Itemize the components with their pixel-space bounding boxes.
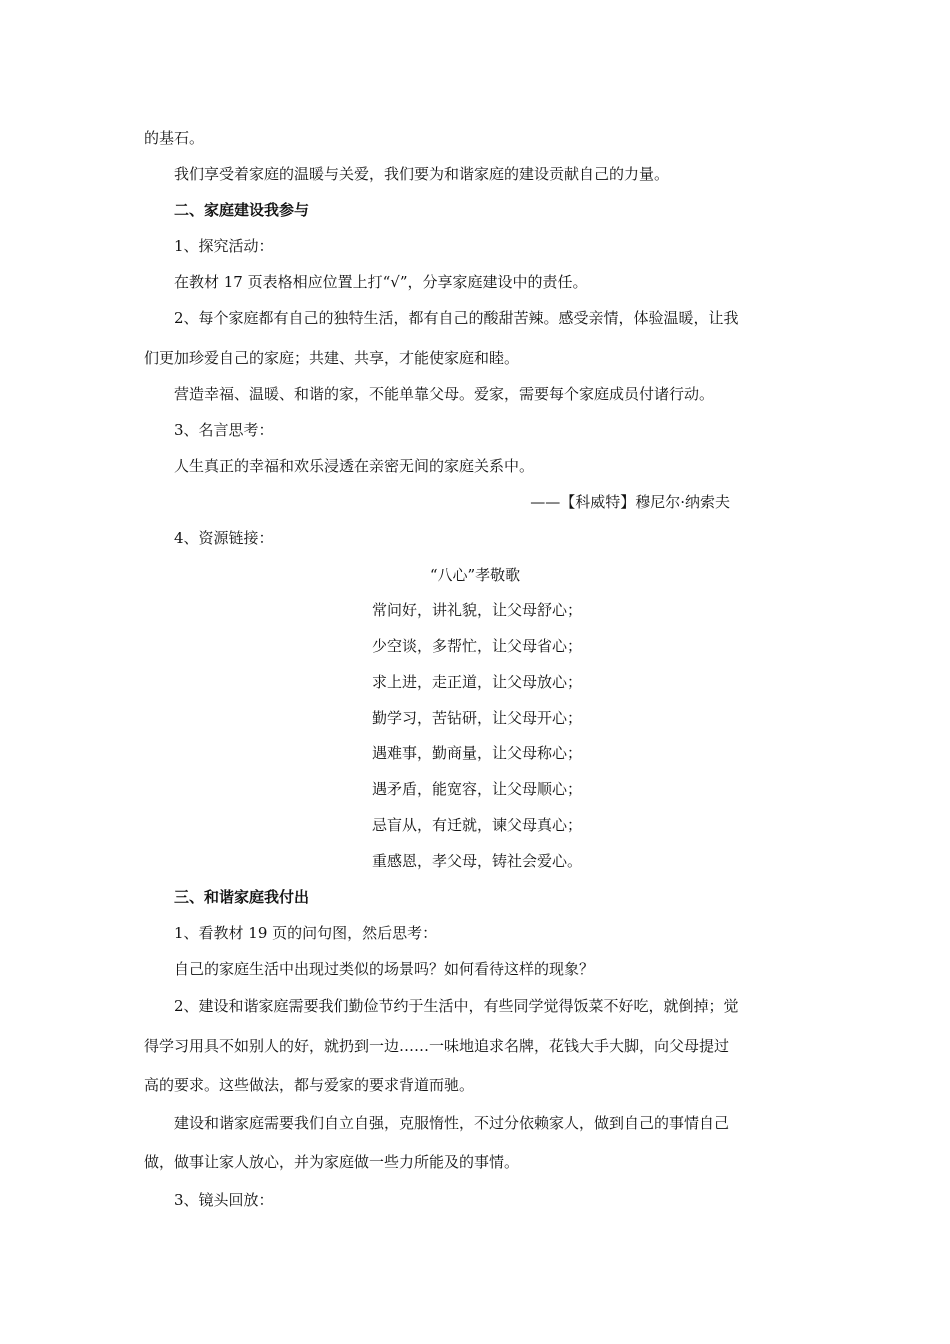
- poem-line: 常问好，讲礼貌，让父母舒心；: [372, 601, 583, 619]
- text-line: 在教材 17 页表格相应位置上打“√”，分享家庭建设中的责任。: [174, 273, 588, 291]
- text-line: 们更加珍爱自己的家庭；共建、共享，才能使家庭和睦。: [144, 349, 520, 367]
- text-line: 4、资源链接：: [174, 529, 274, 547]
- text-line: 的基石。: [144, 129, 205, 147]
- quote-line: 人生真正的幸福和欢乐浸透在亲密无间的家庭关系中。: [174, 457, 535, 475]
- text-line: 做，做事让家人放心，并为家庭做一些力所能及的事情。: [144, 1153, 520, 1171]
- text-line: 1、看教材 19 页的问句图，然后思考：: [174, 924, 438, 942]
- section-heading: 二、家庭建设我参与: [174, 201, 310, 219]
- poem-line: 遇难事，勤商量，让父母称心；: [372, 744, 583, 762]
- poem-line: 遇矛盾，能宽容，让父母顺心；: [372, 780, 583, 798]
- poem-line: 勤学习，苦钻研，让父母开心；: [372, 709, 583, 727]
- text-line: 建设和谐家庭需要我们自立自强，克服惰性，不过分依赖家人，做到自己的事情自己: [174, 1114, 730, 1132]
- text-line: 2、建设和谐家庭需要我们勤俭节约于生活中，有些同学觉得饭菜不好吃，就倒掉；觉: [174, 997, 739, 1015]
- text-line: 高的要求。这些做法，都与爱家的要求背道而驰。: [144, 1076, 475, 1094]
- text-line: 2、每个家庭都有自己的独特生活，都有自己的酸甜苦辣。感受亲情，体验温暖，让我: [174, 309, 739, 327]
- quote-attribution: ——【科威特】穆尼尔·纳索夫: [530, 493, 730, 511]
- text-line: 自己的家庭生活中出现过类似的场景吗？如何看待这样的现象？: [174, 960, 595, 978]
- text-line: 3、镜头回放：: [174, 1191, 274, 1209]
- text-line: 我们享受着家庭的温暖与关爱，我们要为和谐家庭的建设贡献自己的力量。: [174, 165, 670, 183]
- poem-line: 少空谈，多帮忙，让父母省心；: [372, 637, 583, 655]
- poem-line: 重感恩，孝父母，铸社会爱心。: [372, 852, 583, 870]
- poem-title: “八心”孝敬歌: [429, 566, 521, 584]
- text-line: 营造幸福、温暖、和谐的家，不能单靠父母。爱家，需要每个家庭成员付诸行动。: [174, 385, 715, 403]
- poem-line: 忌盲从，有迁就，谏父母真心；: [372, 816, 583, 834]
- poem-line: 求上进，走正道，让父母放心；: [372, 673, 583, 691]
- text-line: 1、探究活动：: [174, 237, 274, 255]
- section-heading: 三、和谐家庭我付出: [174, 888, 310, 906]
- text-line: 3、名言思考：: [174, 421, 274, 439]
- text-line: 得学习用具不如别人的好，就扔到一边……一味地追求名牌，花钱大手大脚，向父母提过: [144, 1037, 730, 1055]
